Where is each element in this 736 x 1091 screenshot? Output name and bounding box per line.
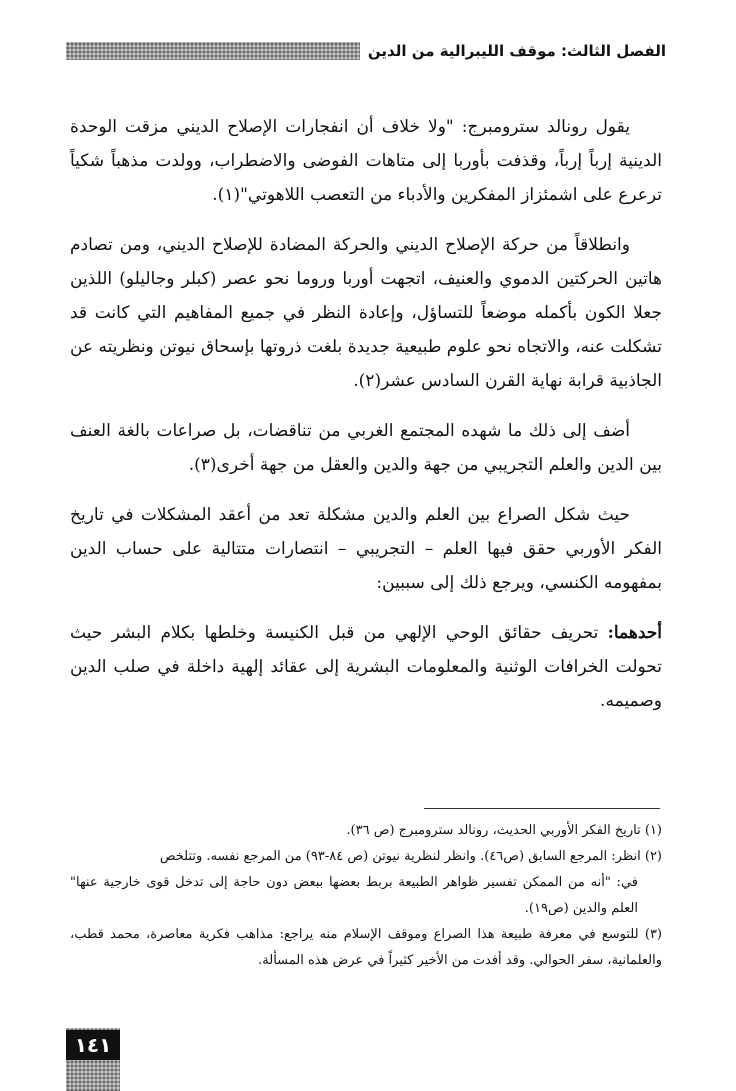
paragraph-1: يقول رونالد سترومبرج: "ولا خلاف أن انفجارات الإصلاح الديني مزقت الوحدة الدينية إرباً إرباً، وقذفت بأوربا إلى متاهات الفوضى والاضطراب، وولدت مذهباً شكياً ترعرع على اشمئزاز المفكرين والأدباء من التعصب اللاهوتي"(١). xyxy=(70,117,662,205)
main-text xyxy=(70,110,662,734)
paragraph-3: أضف إلى ذلك ما شهده المجتمع الغربي من تناقضات، بل صراعات بالغة العنف بين الدين والعلم التجريبي من جهة والدين والعقل من جهة أخرى(٣). xyxy=(70,421,662,475)
page-number: ١٤١ xyxy=(66,1030,120,1060)
footnote-2: (٢) انظر: المرجع السابق (ص٤٦). وانظر لنظرية نيوتن (ص ٨٤-٩٣) من المرجع نفسه. وتتلخص xyxy=(159,849,662,864)
running-header xyxy=(66,40,666,62)
paragraph-4: حيث شكل الصراع بين العلم والدين مشكلة تعد من أعقد المشكلات في تاريخ الفكر الأوربي حقق فيها العلم – التجريبي – انتصارات متتالية على حساب الدين بمفهومه الكنسي، ويرجع ذلك إلى سببين: xyxy=(70,505,662,593)
paragraph-5-text: تحريف حقائق الوحي الإلهي من قبل الكنيسة وخلطها بكلام البشر حيث تحولت الخرافات الوثنية والمعلومات البشرية إلى عقائد إلهية داخلة في صلب الدين وصميمه. xyxy=(70,623,662,711)
paragraph-2: وانطلاقاً من حركة الإصلاح الديني والحركة المضادة للإصلاح الديني، ومن تصادم هاتين الحركتين الدموي والعنيف، اتجهت أوربا وروما نحو عصر (كبلر وجاليلو) اللذين جعلا الكون بأكمله موضعاً للتساؤل، وإعادة النظر في جميع المفاهيم التي كانت قد تشكلت عنه، والاتجاه نحو علوم طبيعية جديدة بلغت ذروتها بإسحاق نيوتن ونظريته عن الجاذبية قرابة نهاية القرن السادس عشر(٢). xyxy=(70,235,662,391)
chapter-title: الفصل الثالث: موقف الليبرالية من الدين xyxy=(367,42,666,60)
footnotes xyxy=(70,818,662,974)
footnote-2-continued: في: "أنه من الممكن تفسير ظواهر الطبيعة بربط بعضها ببعض دون حاجة إلى تدخل قوى خارجية عنها" العلم والدين (ص١٩). xyxy=(70,875,638,916)
footnote-1: (١) تاريخ الفكر الأوربي الحديث، رونالد سترومبرج (ص ٣٦). xyxy=(346,823,662,838)
footnote-3: (٣) للتوسع في معرفة طبيعة هذا الصراع وموقف الإسلام منه يراجع: مذاهب فكرية معاصرة، محمد قطب، والعلمانية، سفر الحوالي. وقد أفدت من الأخير كثيراً في عرض هذه المسألة. xyxy=(70,927,662,968)
footnote-divider xyxy=(424,808,660,809)
paragraph-5-lead: أحدهما: xyxy=(607,623,662,643)
paragraph-5 xyxy=(70,616,662,718)
header-pattern-bar xyxy=(66,42,360,60)
